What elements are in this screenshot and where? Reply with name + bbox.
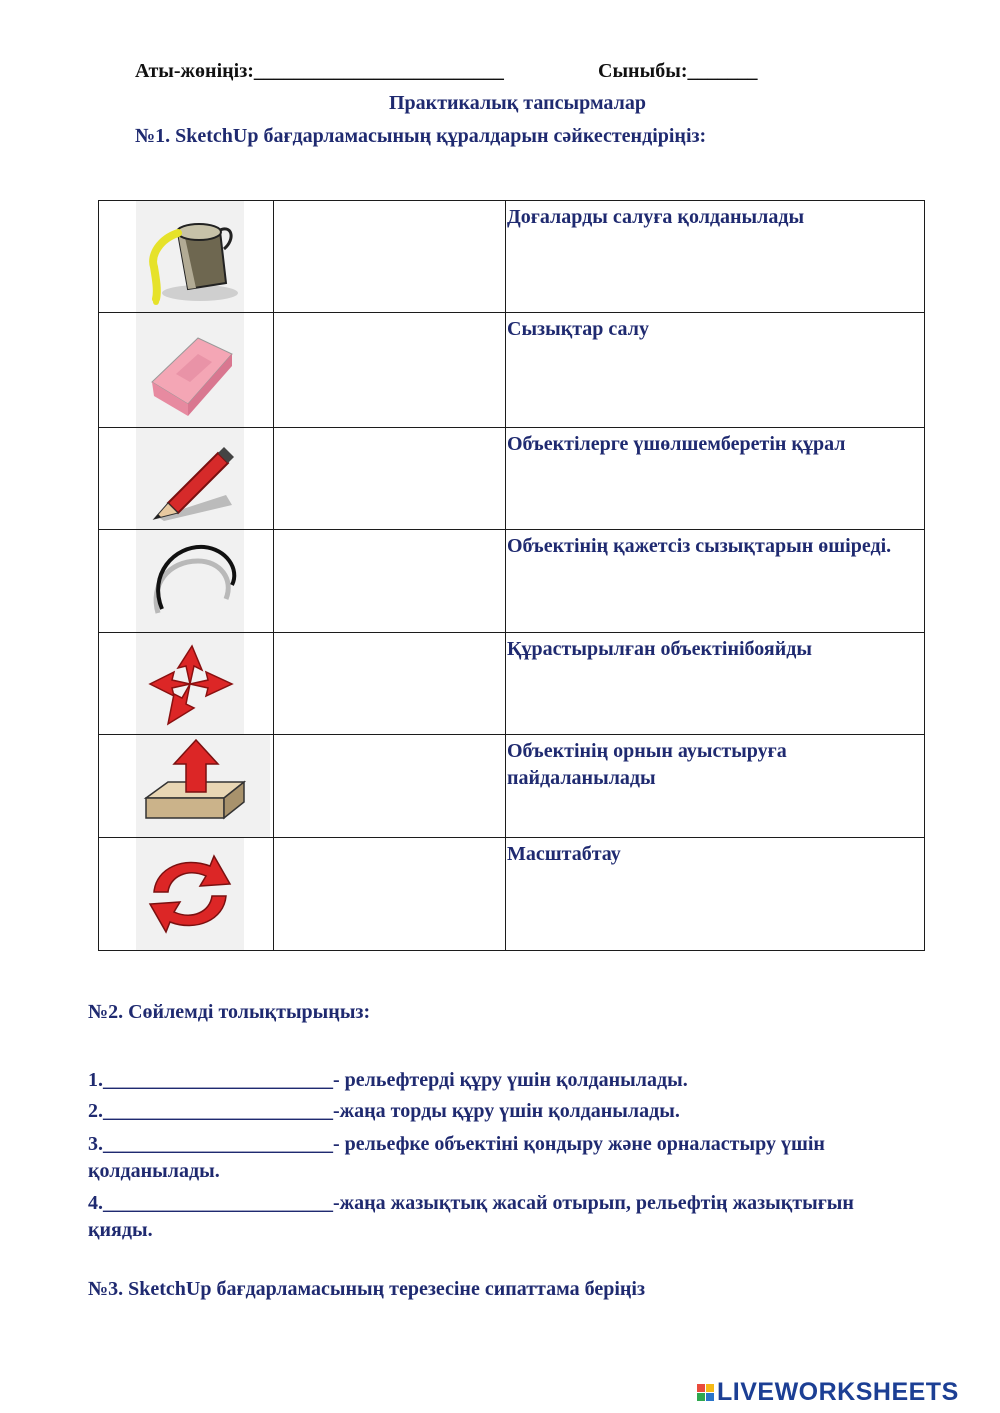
answer-cell[interactable] <box>274 313 506 428</box>
description-cell: Объектілерге үшөлшемберетін құрал <box>506 428 925 530</box>
answer-cell[interactable] <box>274 633 506 735</box>
task1-heading: №1. SketchUp бағдарламасының құралдарын сәйкестендіріңіз: <box>135 125 707 147</box>
icon-cell <box>99 313 274 428</box>
table-row <box>99 633 925 735</box>
logo-block <box>697 1393 705 1401</box>
table-row <box>99 201 925 313</box>
answer-cell[interactable] <box>274 735 506 838</box>
description-cell: Объектінің орнын ауыстыруға пайдаланылады <box>506 735 925 838</box>
logo-block <box>706 1393 714 1401</box>
icon-cell <box>99 530 274 633</box>
fill-sentence[interactable]: 2._______________________-жаңа торды құру үшін қолданылады. <box>88 1100 680 1122</box>
arc-icon <box>140 535 240 627</box>
table-row <box>99 735 925 838</box>
task3-heading: №3. SketchUp бағдарламасының терезесіне сипаттама беріңіз <box>88 1278 646 1300</box>
fill-sentence[interactable]: 1._______________________- рельефтерді құру үшін қолданылады. <box>88 1069 688 1091</box>
liveworksheets-logo <box>697 1378 959 1407</box>
rotate-icon <box>140 846 240 942</box>
answer-cell[interactable] <box>274 530 506 633</box>
answer-cell[interactable] <box>274 201 506 313</box>
icon-cell <box>99 735 274 838</box>
answer-cell[interactable] <box>274 428 506 530</box>
eraser-icon <box>140 320 240 420</box>
description-cell: Объектінің қажетсіз сызықтарын өшіреді. <box>506 530 925 633</box>
description-cell: Доғаларды салуға қолданылады <box>506 201 925 313</box>
pencil-icon <box>140 433 240 525</box>
description-cell: Масштабтау <box>506 838 925 951</box>
table-row <box>99 838 925 951</box>
push-pull-icon <box>140 736 250 836</box>
task2-heading: №2. Сөйлемді толықтырыңыз: <box>88 1001 371 1023</box>
fill-sentence[interactable]: 4._______________________-жаңа жазықтық жасай отырып, рельефтің жазықтығын қияды. <box>88 1192 854 1241</box>
logo-block <box>706 1384 714 1392</box>
description-cell: Құрастырылған объектінібояйды <box>506 633 925 735</box>
table-row <box>99 530 925 633</box>
description-cell: Сызықтар салу <box>506 313 925 428</box>
fill-sentence[interactable]: 3._______________________- рельефке объектіні қондыру және орналастыру үшін қолданылады. <box>88 1133 825 1182</box>
logo-blocks-icon <box>697 1384 714 1401</box>
icon-cell <box>99 201 274 313</box>
answer-cell[interactable] <box>274 838 506 951</box>
name-field-label: Аты-жөніңіз:_________________________ <box>135 60 504 82</box>
paint-bucket-icon <box>140 209 240 305</box>
table-row <box>99 313 925 428</box>
logo-block <box>697 1384 705 1392</box>
logo-text: LIVEWORKSHEETS <box>717 1378 959 1406</box>
move-arrows-icon <box>140 636 240 732</box>
matching-table <box>98 200 925 951</box>
icon-cell <box>99 838 274 951</box>
icon-cell <box>99 633 274 735</box>
page-title: Практикалық тапсырмалар <box>389 92 646 114</box>
class-field-label: Сыныбы:_______ <box>598 60 758 82</box>
table-row <box>99 428 925 530</box>
icon-cell <box>99 428 274 530</box>
